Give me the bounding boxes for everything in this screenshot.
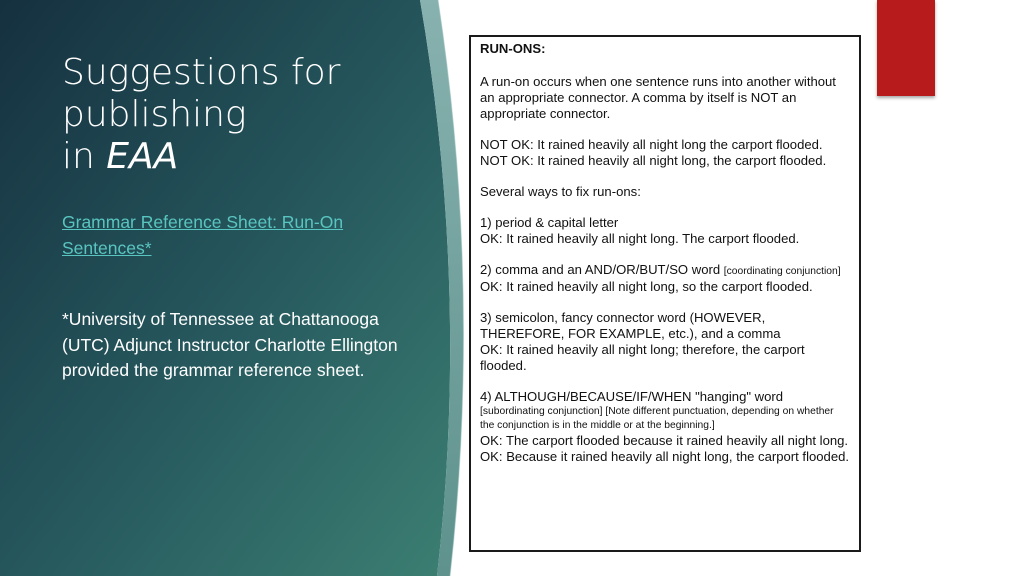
fix-2-note: [coordinating conjunction]: [723, 266, 841, 277]
not-ok-example-1: NOT OK: It rained heavily all night long the carport flooded.: [480, 137, 823, 152]
ways-heading: Several ways to fix run-ons:: [480, 184, 641, 199]
fix-2-title-text: 2) comma and an AND/OR/BUT/SO word: [480, 262, 724, 277]
accent-tab: [877, 0, 935, 96]
fix-4-title: 4) ALTHOUGH/BECAUSE/IF/WHEN "hanging" word: [480, 389, 784, 404]
not-ok-example-2: NOT OK: It rained heavily all night long, the carport flooded.: [480, 153, 827, 168]
fix-3-example: OK: It rained heavily all night long; therefore, the carport flooded.: [480, 342, 805, 373]
fix-2-title: [480, 262, 850, 279]
reference-sheet: [469, 35, 861, 552]
slide-title: [62, 52, 422, 178]
sheet-intro: A run-on occurs when one sentence runs into another without an appropriate connector. A comma by itself is NOT an appropriate connector.: [480, 74, 836, 121]
grammar-sheet-link[interactable]: Grammar Reference Sheet: Run-On Sentences*: [62, 212, 344, 258]
title-line-2: publishing: [62, 94, 247, 135]
title-prefix: in: [62, 136, 107, 177]
sheet-heading: RUN-ONS:: [480, 41, 546, 56]
title-line-3: [62, 136, 422, 178]
fix-1-title: 1) period & capital letter: [480, 215, 619, 230]
fix-1-example: OK: It rained heavily all night long. The carport flooded.: [480, 231, 800, 246]
fix-2-example: OK: It rained heavily all night long, so the carport flooded.: [480, 279, 813, 294]
title-journal-abbrev: EAA: [106, 136, 179, 177]
fix-4-example-2: OK: Because it rained heavily all night long, the carport flooded.: [480, 449, 850, 464]
title-line-1: Suggestions for: [62, 52, 341, 93]
credit-note: *University of Tennessee at Chattanooga (UTC) Adjunct Instructor Charlotte Ellington provided the grammar reference sheet.: [62, 309, 398, 380]
fix-4-note: [subordinating conjunction] [Note different punctuation, depending on whether the conjunction is in the middle or at the beginning.]: [480, 406, 834, 431]
fix-3-title: 3) semicolon, fancy connector word (HOWEVER, THEREFORE, FOR EXAMPLE, etc.), and a comma: [480, 310, 781, 341]
fix-4-example-1: OK: The carport flooded because it rained heavily all night long.: [480, 433, 849, 448]
